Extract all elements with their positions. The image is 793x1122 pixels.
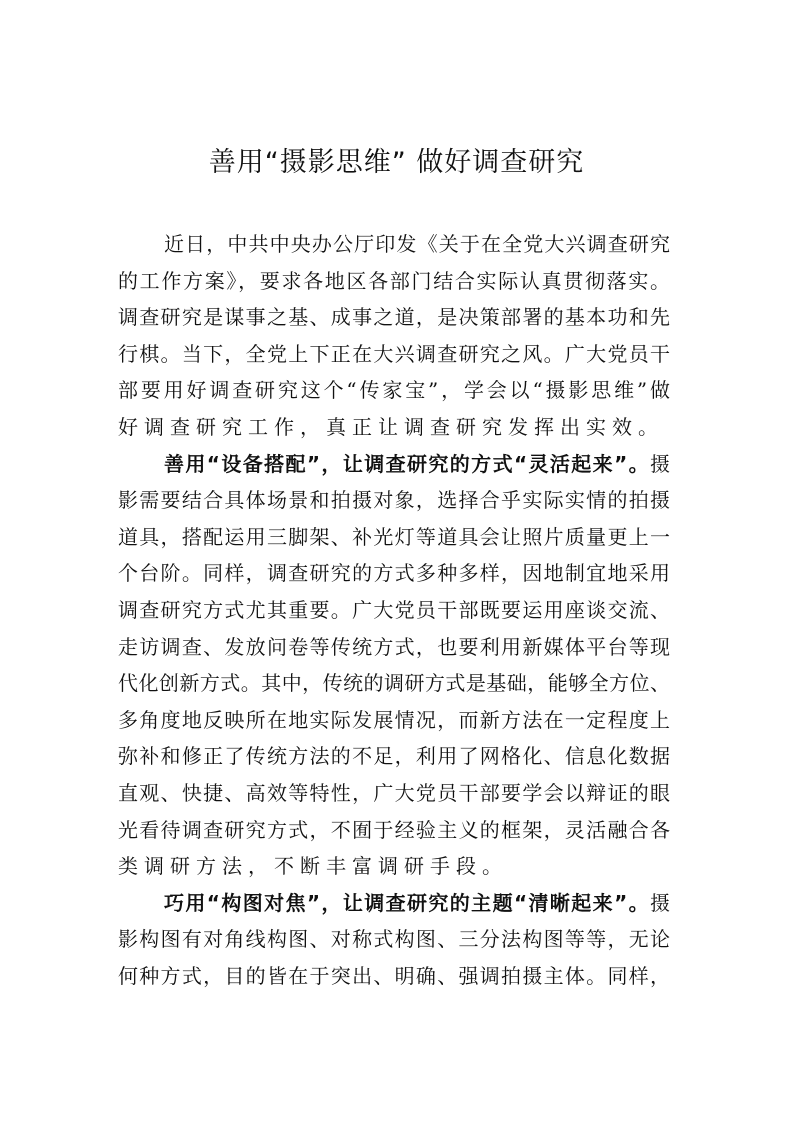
- text-line: [118, 446, 670, 483]
- paragraph-lead: 巧用“构图对焦”，让调查研究的主题“清晰起来”。: [164, 890, 650, 915]
- text-line: 走访调查、发放问卷等传统方式，也要利用新媒体平台等现: [118, 634, 670, 659]
- text-segment: 摄: [650, 451, 670, 476]
- text-line: 调查研究方式尤其重要。广大党员干部既要运用座谈交流、: [118, 597, 670, 622]
- text-segment: 摄: [650, 890, 670, 915]
- text-line: 近日，中共中央办公厅印发《关于在全党大兴调查研究: [164, 232, 670, 256]
- text-line: 影需要结合具体场景和拍摄对象，选择合乎实际实情的拍摄: [118, 488, 670, 513]
- text-line: 道具，搭配运用三脚架、补光灯等道具会让照片质量更上一: [118, 524, 670, 549]
- text-line: 光看待调查研究方式，不囿于经验主义的框架，灵活融合各: [118, 817, 670, 842]
- text-line: 影构图有对角线构图、对称式构图、三分法构图等等，无论: [118, 927, 670, 952]
- text-line: 代化创新方式。其中，传统的调研方式是基础，能够全方位、: [118, 671, 670, 696]
- paragraph-composition: [118, 885, 670, 995]
- text-line: 何种方式，目的皆在于突出、明确、强调拍摄主体。同样，: [118, 963, 670, 988]
- text-line: 弥补和修正了传统方法的不足，利用了网格化、信息化数据: [118, 744, 670, 769]
- paragraph-equipment: [118, 446, 670, 885]
- text-line: 直观、快捷、高效等特性，广大党员干部要学会以辩证的眼: [118, 780, 670, 805]
- text-line: [118, 885, 670, 922]
- paragraph-lead: 善用“设备搭配”，让调查研究的方式“灵活起来”。: [164, 451, 650, 476]
- document-title: 善用“摄影思维” 做好调查研究: [208, 147, 585, 178]
- text-line: 部要用好调查研究这个“传家宝”，学会以“摄影思维”做: [118, 378, 670, 403]
- text-line: 行棋。当下，全党上下正在大兴调查研究之风。广大党员干: [118, 341, 670, 366]
- text-line: 类调研方法，不断丰富调研手段。: [118, 854, 508, 879]
- text-line: 个台阶。同样，调查研究的方式多种多样，因地制宜地采用: [118, 561, 670, 586]
- text-line: 调查研究是谋事之基、成事之道，是决策部署的基本功和先: [118, 305, 670, 330]
- paragraph-intro: [118, 226, 670, 446]
- document-body: [118, 226, 670, 994]
- text-line: 的工作方案》，要求各地区各部门结合实际认真贯彻落实。: [118, 268, 670, 293]
- text-line: 好调查研究工作，真正让调查研究发挥出实效。: [118, 414, 664, 439]
- text-line: 多角度地反映所在地实际发展情况，而新方法在一定程度上: [118, 707, 670, 732]
